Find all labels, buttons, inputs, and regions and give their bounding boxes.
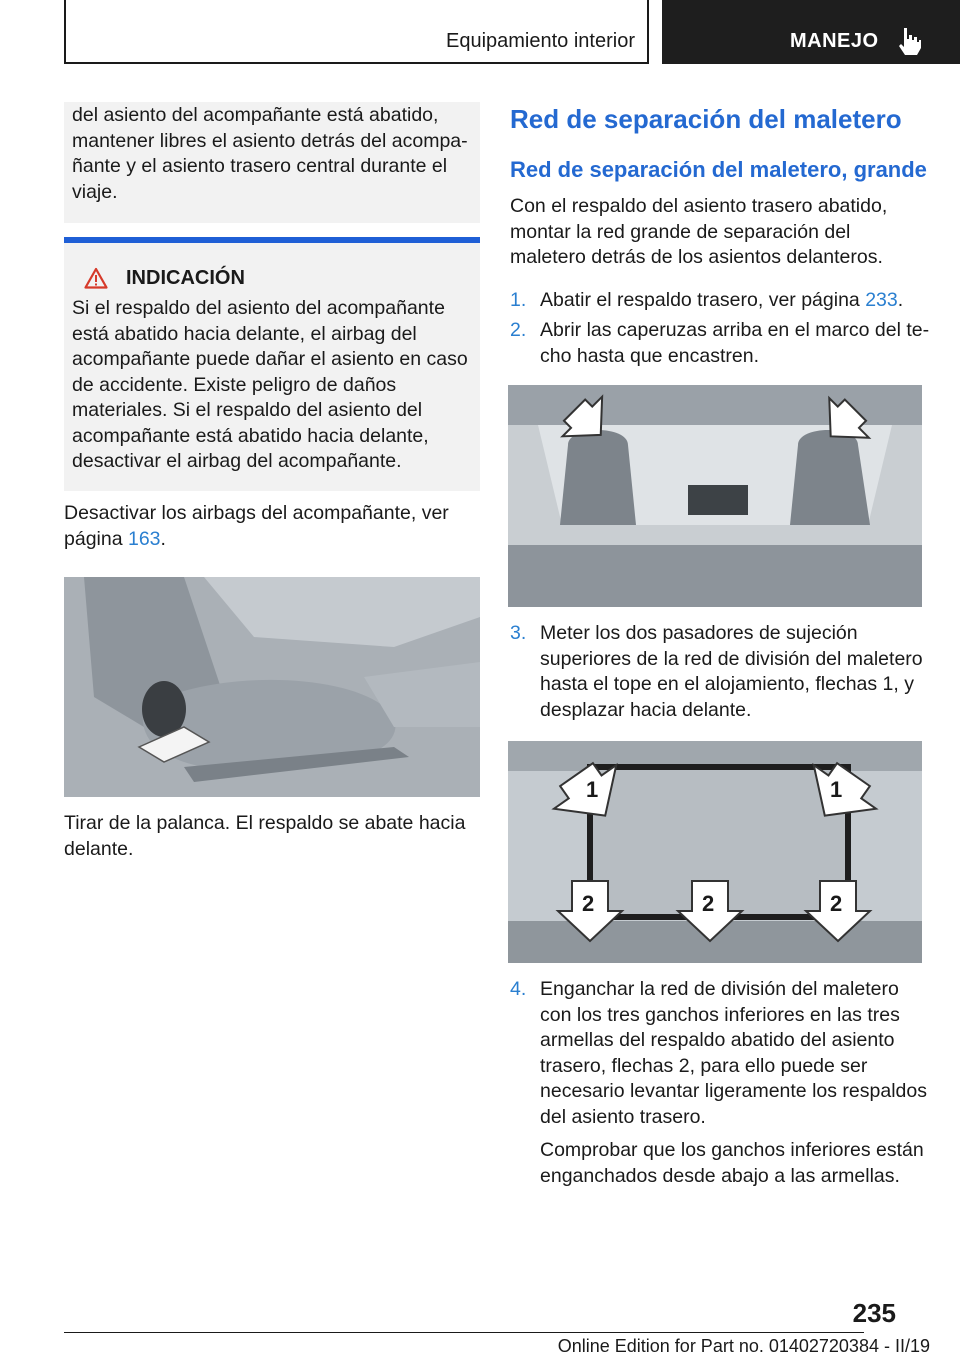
airbag-text-end: . <box>160 527 166 550</box>
step-text: Enganchar la red de división del maletero con los tres ganchos inferiores en las tres armellas del respaldo abatido del asiento trasero, flechas 2, para ello puede ser necesario levantar ligeramente los respaldos del asiento trasero. <box>540 978 927 1128</box>
seat-lever-image <box>64 577 480 797</box>
note-heading <box>72 263 472 293</box>
right-column <box>510 102 930 1189</box>
subsection-heading: Red de separación del maletero, grande <box>510 157 927 182</box>
airbag-paragraph <box>64 501 480 552</box>
continued-box <box>64 102 480 223</box>
warning-triangle-icon <box>84 267 108 289</box>
hand-pointer-icon <box>895 26 923 56</box>
arrow-label-1-left: 1 <box>586 777 599 802</box>
left-column <box>64 102 480 862</box>
net-illustration <box>508 741 922 963</box>
step-4-followup: Comprobar que los ganchos inferiores están enganchados desde abajo a las armellas. <box>540 1139 924 1187</box>
step-text: Meter los dos pasadores de sujeción superiores de la red de división del maletero hasta el tope en el alojamiento, flechas 1, y desplazar hacia delante. <box>540 622 923 721</box>
section-title: Equipamiento interior <box>446 30 635 52</box>
airbag-text: Desactivar los airbags del acompañante, ver página <box>64 502 449 550</box>
header-section-tab <box>64 0 649 64</box>
box-text: del asiento del acompañante está abatido, mantener libres el asiento detrás del acompañante y el asiento trasero central durante el viaje. <box>72 104 468 203</box>
intro-paragraph: Con el respaldo del asiento trasero abatido, montar la red grande de separación del maletero detrás de los asientos delanteros. <box>510 195 888 268</box>
arrow-label-1-right: 1 <box>830 777 843 802</box>
step-1 <box>510 288 930 314</box>
seat-illustration <box>64 577 480 797</box>
page-link-233[interactable]: 233 <box>865 288 898 311</box>
step-1-end: . <box>897 288 904 311</box>
step-1-text: Abatir el respaldo trasero, ver página <box>540 288 866 311</box>
step-2 <box>510 318 930 369</box>
lever-caption: Tirar de la palanca. El respaldo se abate hacia delante. <box>64 812 466 860</box>
step-4 <box>510 977 930 1130</box>
arrow-label-2-center: 2 <box>702 891 715 916</box>
step-text: Abrir las caperuzas arriba en el marco del techo hasta que encastren. <box>540 319 930 367</box>
page-link-163[interactable]: 163 <box>127 527 161 550</box>
step-number: 1. <box>510 288 527 311</box>
chapter-title: MANEJO <box>790 30 879 52</box>
net-install-image <box>508 741 922 963</box>
arrow-label-2-left: 2 <box>582 891 595 916</box>
arrow-label-2-right: 2 <box>830 891 843 916</box>
roof-caps-image <box>508 385 922 607</box>
car-interior-illustration <box>508 385 922 607</box>
edition-text: Online Edition for Part no. 01402720384 - II/19 <box>557 1336 930 1356</box>
step-number: 4. <box>510 978 527 1000</box>
step-number: 2. <box>510 319 527 341</box>
footer-divider <box>64 1332 864 1333</box>
note-text: Si el respaldo del asiento del acompañante está abatido hacia delante, el airbag del acompañante puede dañar el asiento en caso de accidente. Existe peligro de daños materiales. Si el respaldo del asiento del acompañante está abatido hacia delante, desactivar el airbag del acompañante. <box>72 297 468 472</box>
page-number: 235 <box>852 1298 896 1328</box>
section-heading: Red de separación del maletero <box>510 104 902 134</box>
step-number: 3. <box>510 622 527 644</box>
step-text <box>540 288 903 314</box>
note-box <box>64 237 480 491</box>
step-3 <box>510 621 930 723</box>
note-title: INDICACIÓN <box>126 266 245 289</box>
